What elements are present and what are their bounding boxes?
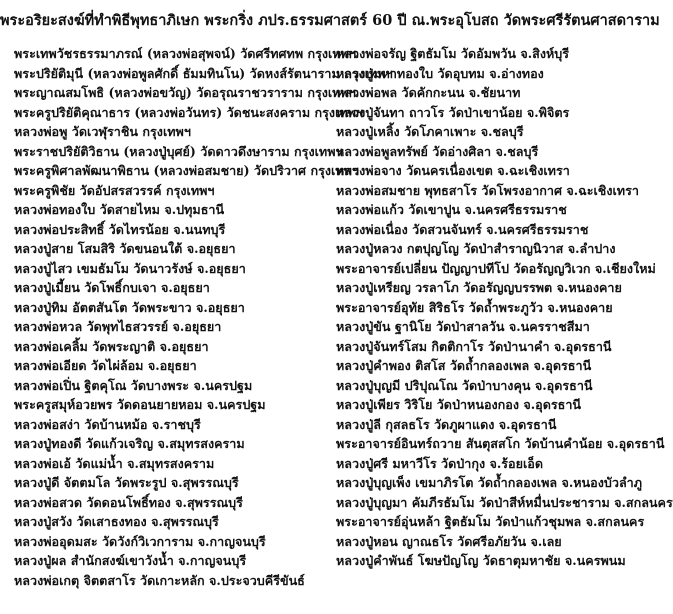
document-title: พระอริยะสงฆ์ที่ทำพิธีพุทธาภิเษก พระกริ่ง ภปร.ธรรมศาสตร์ 60 ปี ณ.พระอุโบสถ วัดพระศรีรัตนศาสดาราม [0,12,660,29]
monk-list-item: หลวงพ่อพูลทรัพย์ วัดอ่างศิลา จ.ชลบุรี [336,143,539,159]
monk-list-item: พระปริยัติมุนี (หลวงพ่อพูลศักดิ์ ธัมมทินโน) วัดหงส์รัตนาราม กรุงเทพฯ [14,65,393,81]
monk-list-item: หลวงพ่อแก้ว วัดเขาปูน จ.นครศรีธรรมราช [336,202,567,217]
monk-list-item: หลวงปู่เมี้ยน วัดโพธิ์กบเจา จ.อยุธยา [14,280,210,295]
monk-list-item: พระญาณสมโพธิ (หลวงพ่อขวัญ) วัดอรุณราชวราราม กรุงเทพฯ [14,85,356,100]
monk-list-item: หลวงปู่สวัง วัดเสาธงทอง จ.สุพรรณบุรี [14,514,219,529]
monk-list-item: หลวงพ่อพล วัดคักกะนน จ.ชัยนาท [336,85,521,100]
monk-list-item: หลวงปู่ขัน ฐานิโย วัดป่าสาลวัน จ.นครราชสีมา [336,319,590,334]
monk-list-item: หลวงปู่ดี จัตตมโล วัดพระรูป จ.สุพรรณบุรี [14,475,239,490]
monk-list-right [336,44,673,571]
monk-list-item: พระเทพวัชรธรรมาภรณ์ (หลวงพ่อสุพจน์) วัดศรีทศทพ กรุงเทพฯ [14,46,357,61]
monk-list-item: พระราชปริยัติวิธาน (หลวงปู่บุศย์) วัดดาวดึงษาราม กรุงเทพฯ [14,143,343,159]
monk-list-item: หลวงพ่อจาง วัดนครเนื่องเขต จ.ฉะเชิงเทรา [336,163,570,178]
monk-list-item: หลวงพ่อเปิ่น ฐิตคุโณ วัดบางพระ จ.นครปฐม [14,377,253,393]
monk-list-item: หลวงปู่บุญมี ปริปุณโณ วัดป่าบางคุน จ.อุดรธานี [336,377,593,393]
monk-list-item: หลวงพ่อเกตุ จิตตสาโร วัดเกาะหลัก จ.ประจวบคีรีขันธ์ [14,572,305,588]
monk-list-item: หลวงพ่อเนื่อง วัดสวนจันทร์ จ.นครศรีธรรมราช [336,221,589,237]
monk-list-item: พระอาจารย์อินทร์ถวาย สันตุสสโก วัดบ้านคำน้อย จ.อุดรธานี [336,436,665,451]
monk-list-item: หลวงพ่อสมชาย พุทธสาโร วัดโพรงอากาศ จ.ฉะเชิงเทรา [336,182,639,198]
monk-list-item: หลวงปู่เพียร วิริโย วัดป่าหนองกอง จ.อุดรธานี [336,397,582,412]
monk-list-item: หลวงปู่จันทร์โสม กิตติกาโร วัดป่านาคำ จ.อุดรธานี [336,338,612,354]
monk-list-item: หลวงพ่อสวด วัดดอนโพธิ์ทอง จ.สุพรรณบุรี [14,494,243,510]
monk-list-item: หลวงปู่ผล สำนักสงฆ์เขาวังน้ำ จ.กาญจนบุรี [14,553,247,568]
monk-list-item: หลวงพ่อเอ้ วัดแม่น้ำ จ.สมุทรสงคราม [14,455,215,471]
monk-list-item: พระอาจารย์อุ่นหล้า ฐิตธัมโม วัดป่าแก้วชุมพล จ.สกลนคร [336,514,645,529]
monk-list-item: หลวงพ่อสง่า วัดบ้านหม้อ จ.ราชบุรี [14,416,201,432]
monk-list-item: หลวงปู่คำพอง ติสโส วัดถ้ำกลองเพล จ.อุดรธานี [336,358,592,373]
monk-list-item: หลวงพ่อจรัญ ฐิตธัมโม วัดอัมพวัน จ.สิงห์บุรี [336,46,570,61]
monk-list-item: พระครูพิศาลพัฒนาพิธาน (หลวงพ่อสมชาย) วัดปริวาศ กรุงเทพฯ [14,163,359,178]
monk-list-item: หลวงปู่เหรียญ วรลาโภ วัดอรัญญบรรพต จ.หนองคาย [336,280,622,295]
monk-list-item: หลวงปู่ทิม อัตตสันโต วัดพระขาว จ.อยุธยา [14,299,245,315]
monk-list-item: หลวงปู่บุญมา คัมภีรธัมโม วัดป่าสีห์หมื่นประชาราม จ.สกลนคร [336,494,673,510]
monk-list-item: พระครูปริยัติคุณาธาร (หลวงพ่อวันทร) วัดชนะสงคราม กรุงเทพฯ [14,104,364,120]
monk-list-item: หลวงปู่หอน ญาณธโร วัดศรีอภัยวัน จ.เลย [336,533,562,549]
monk-list-item: หลวงพ่อเอียด วัดไผ่ล้อม จ.อยุธยา [14,358,197,373]
monk-list-item: หลวงปู่ทองดี วัดแก้วเจริญ จ.สมุทรสงคราม [14,436,245,451]
monk-list-item: หลวงปู่บุญเพ็ง เขมาภิรโต วัดถ้ำกลองเพล จ.หนองบัวลำภู [336,475,643,490]
monk-list-item: หลวงปู่ลี กุสลธโร วัดภูผาแดง จ.อุดรธานี [336,416,557,432]
monk-list-item: หลวงปู่จันทา ถาวโร วัดป่าเขาน้อย จ.พิจิตร [336,104,570,120]
monk-list-item: หลวงปู่มหาทองใบ วัดอุบทม จ.อ่างทอง [336,65,544,81]
monk-list-item: หลวงปู่คำพันธ์ โฆษปัญโญ วัดธาตุมหาชัย จ.นครพนม [336,553,626,568]
monk-list-item: หลวงพ่อพู วัดเวฬุราชิน กรุงเทพฯ [14,124,191,139]
monk-list-item: หลวงปู่หลวง กตปุญโญ วัดป่าสำราญนิวาส จ.ลำปาง [336,241,616,256]
monk-list-item: หลวงพ่อประสิทธิ์ วัดไทรน้อย จ.นนทบุรี [14,221,226,237]
monk-list-item: พระครูพิชัย วัดอัปสรสวรรค์ กรุงเทพฯ [14,182,215,198]
monk-list-item: หลวงปู่ไสว เขมธัมโม วัดนาวรังษ์ จ.อยุธยา [14,260,246,276]
monk-list-item: หลวงพ่อเคลิ้ม วัดพระญาติ จ.อยุธยา [14,338,209,354]
monk-list-item: หลวงพ่อทองใบ วัดสายไหม จ.ปทุมธานี [14,202,225,217]
monk-list-item: พระครูสมุห์อวยพร วัดดอนยายหอม จ.นครปฐม [14,397,266,412]
monk-list-left [14,44,393,590]
monk-list-item: พระอาจารย์เปลี่ยน ปัญญาปทีโป วัดอรัญญวิเวก จ.เชียงใหม่ [336,260,656,276]
monk-list-item: หลวงปู่สาย โสมสิริ วัดขนอนใต้ จ.อยุธยา [14,241,236,256]
monk-list-item: หลวงพ่อหวล วัดพุทไธสวรรย์ จ.อยุธยา [14,319,222,334]
monk-list-item: หลวงพ่ออุดมสะ วัดวังก์วิเวการาม จ.กาญจนบุรี [14,533,266,549]
monk-list-item: หลวงปู่ศรี มหาวีโร วัดป่ากุง จ.ร้อยเอ็ด [336,455,544,471]
monk-list-item: พระอาจารย์อุทัย สิริธโร วัดถ้ำพระภูวัว จ.หนองคาย [336,299,613,315]
monk-list-item: หลวงปู่เหลิ้ง วัดโภคาเพาะ จ.ชลบุรี [336,124,524,139]
